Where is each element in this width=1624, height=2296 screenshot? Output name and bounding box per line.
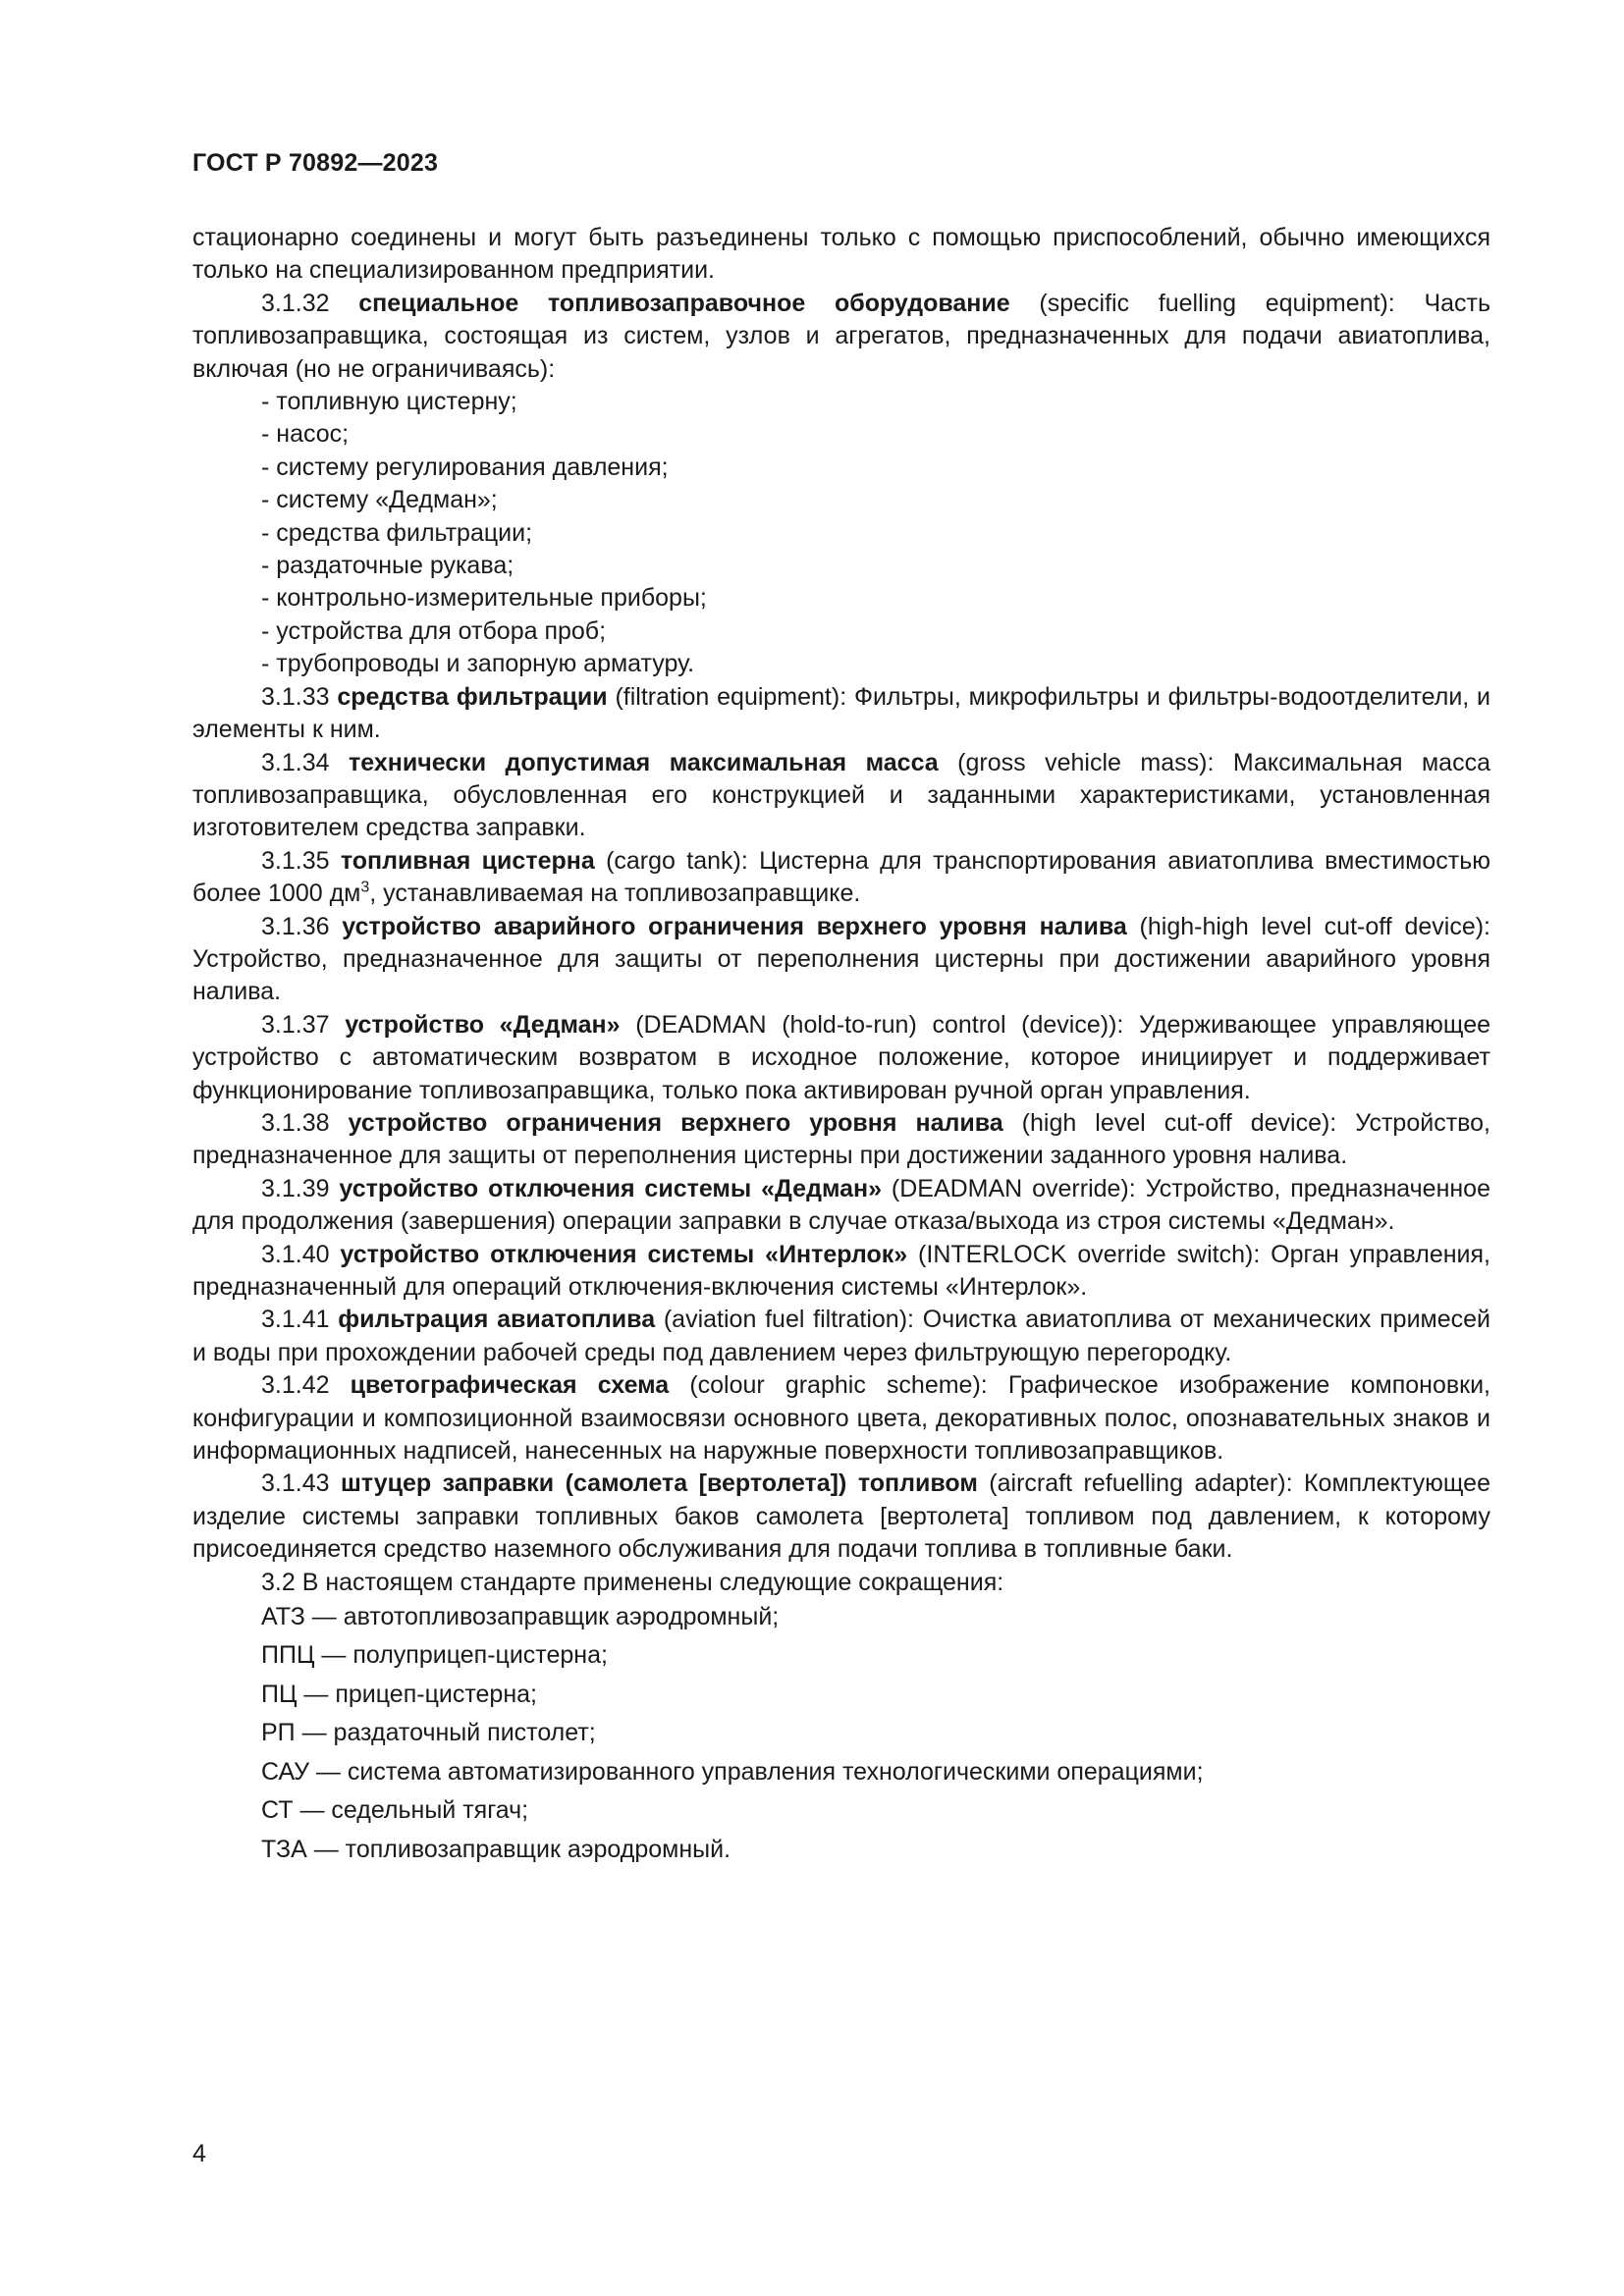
definition-3-1-34 [192,747,1490,845]
definition-3-1-41 [192,1304,1490,1369]
definition-term: устройство ограничения верхнего уровня налива [348,1108,1003,1137]
definition-number: 3.1.36 [261,912,330,940]
definition-number: 3.1.39 [261,1174,330,1202]
definition-number: 3.1.43 [261,1469,330,1498]
definition-3-1-40 [192,1239,1490,1305]
definition-text: (DEADMAN override): Устройство, предназначенное для продолжения (завершения) операции заправки в случае отказа/выхода из строя системы «Дедман». [192,1174,1490,1236]
definition-number: 3.1.40 [261,1240,330,1268]
list-item: - насос; [261,420,350,449]
definition-term: устройство отключения системы «Интерлок» [340,1240,908,1268]
definition-3-1-38 [192,1107,1490,1173]
definition-term: фильтрация авиатоплива [338,1306,656,1334]
abbreviation-item: СТ — седельный тягач; [261,1796,529,1825]
definition-text: (cargo tank): Цистерна для транспортирования авиатоплива вместимостью более 1000 дм [192,846,1490,908]
definition-3-1-35 [192,845,1490,911]
definition-3-1-32 [192,288,1490,386]
definition-text-cont: , устанавливаемая на топливозаправщике. [369,880,861,908]
section-3-2-intro: 3.2 В настоящем стандарте применены следующие сокращения: [261,1568,1004,1596]
list-item: - систему «Дедман»; [261,486,498,514]
definition-term: специальное топливозаправочное оборудование [358,289,1010,317]
definition-number: 3.1.42 [261,1371,330,1400]
definition-text: (aircraft refuelling adapter): Комплектующее изделие системы заправки топливных баков самолета [вертолета] топливом под давлением, к которому присоединяется средство наземного обслуживания для подачи топлива в топливные баки. [192,1469,1490,1564]
definition-text: (filtration equipment): Фильтры, микрофильтры и фильтры-водоотделители, и элементы к ним. [192,682,1491,744]
definition-term: средства фильтрации [337,682,608,711]
list-item: - устройства для отбора проб; [261,616,607,645]
definition-number: 3.1.41 [261,1306,330,1334]
abbreviation-item: ТЗА — топливозаправщик аэродромный. [261,1835,731,1863]
definition-text: (gross vehicle mass): Максимальная масса топливозаправщика, обусловленная его конструкцией и заданными характеристиками, установленная изготовителем средства заправки. [192,748,1490,842]
definition-3-1-33 [192,681,1490,747]
definition-3-1-37 [192,1009,1490,1107]
list-item: - контрольно-измерительные приборы; [261,584,707,613]
continuation-paragraph: стационарно соединены и могут быть разъединены только с помощью приспособлений, обычно имеющихся только на специализированном предприятии. [192,224,1490,285]
definition-3-1-43 [192,1468,1490,1566]
definition-3-1-39 [192,1173,1490,1239]
definition-text: (specific fuelling equipment): Часть топливозаправщика, состоящая из систем, узлов и агрегатов, предназначенных для подачи авиатоплива, включая (но не ограничиваясь): [192,289,1490,383]
list-item: - средства фильтрации; [261,518,533,547]
list-item: - раздаточные рукава; [261,552,514,580]
definition-text: (aviation fuel filtration): Очистка авиатоплива от механических примесей и воды при прохождении рабочей среды под давлением через фильтрующую перегородку. [192,1306,1491,1366]
definition-text: (DEADMAN (hold-to-run) control (device)): Удерживающее управляющее устройство с автоматическим возвратом в исходное положение, которое инициирует и поддерживает функционирование топливозаправщика, только пока активирован ручной орган управления. [192,1010,1490,1104]
abbreviation-item: ПЦ — прицеп-цистерна; [261,1680,537,1708]
definition-term: устройство «Дедман» [345,1010,621,1039]
page-number: 4 [192,2140,206,2167]
definition-text: (INTERLOCK override switch): Орган управления, предназначенный для операций отключения-включения системы «Интерлок». [192,1240,1490,1301]
definition-number: 3.1.33 [261,682,330,711]
definition-text: (colour graphic scheme): Графическое изображение компоновки, конфигурации и композиционной взаимосвязи основного цвета, декоративных полос, опознавательных знаков и информационных надписей, нанесенных на наружные поверхности топливозаправщиков. [192,1371,1491,1466]
definition-3-1-36 [192,911,1490,1009]
definition-term: штуцер заправки (самолета [вертолета]) топливом [341,1469,978,1498]
abbreviation-item: САУ — система автоматизированного управления технологическими операциями; [261,1757,1204,1786]
definition-term: устройство отключения системы «Дедман» [339,1174,883,1202]
superscript: 3 [360,879,370,896]
abbreviation-item: РП — раздаточный пистолет; [261,1719,596,1747]
definition-text: (high level cut-off device): Устройство, предназначенное для защиты от переполнения цистерны при достижении заданного уровня налива. [192,1108,1490,1170]
definition-term: технически допустимая максимальная масса [349,748,939,776]
list-item: - трубопроводы и запорную арматуру. [261,650,695,678]
page-header-doc-code: ГОСТ Р 70892—2023 [192,149,439,177]
definition-number: 3.1.34 [261,748,330,776]
definition-text: (high-high level cut-off device): Устройство, предназначенное для защиты от переполнения цистерны при достижении аварийного уровня налива. [192,912,1490,1006]
definition-number: 3.1.38 [261,1108,330,1137]
definition-number: 3.1.37 [261,1010,330,1039]
definition-3-1-42 [192,1369,1490,1468]
list-item: - топливную цистерну; [261,388,517,416]
definition-number: 3.1.32 [261,289,330,317]
definition-term: устройство аварийного ограничения верхнего уровня налива [342,912,1127,940]
definition-number: 3.1.35 [261,846,330,875]
abbreviation-item: АТЗ — автотопливозаправщик аэродромный; [261,1603,780,1631]
definition-term: цветографическая схема [350,1371,670,1400]
list-item: - систему регулирования давления; [261,453,669,481]
definition-term: топливная цистерна [340,846,595,875]
abbreviation-item: ППЦ — полуприцеп-цистерна; [261,1641,608,1670]
document-body [192,222,1490,1872]
